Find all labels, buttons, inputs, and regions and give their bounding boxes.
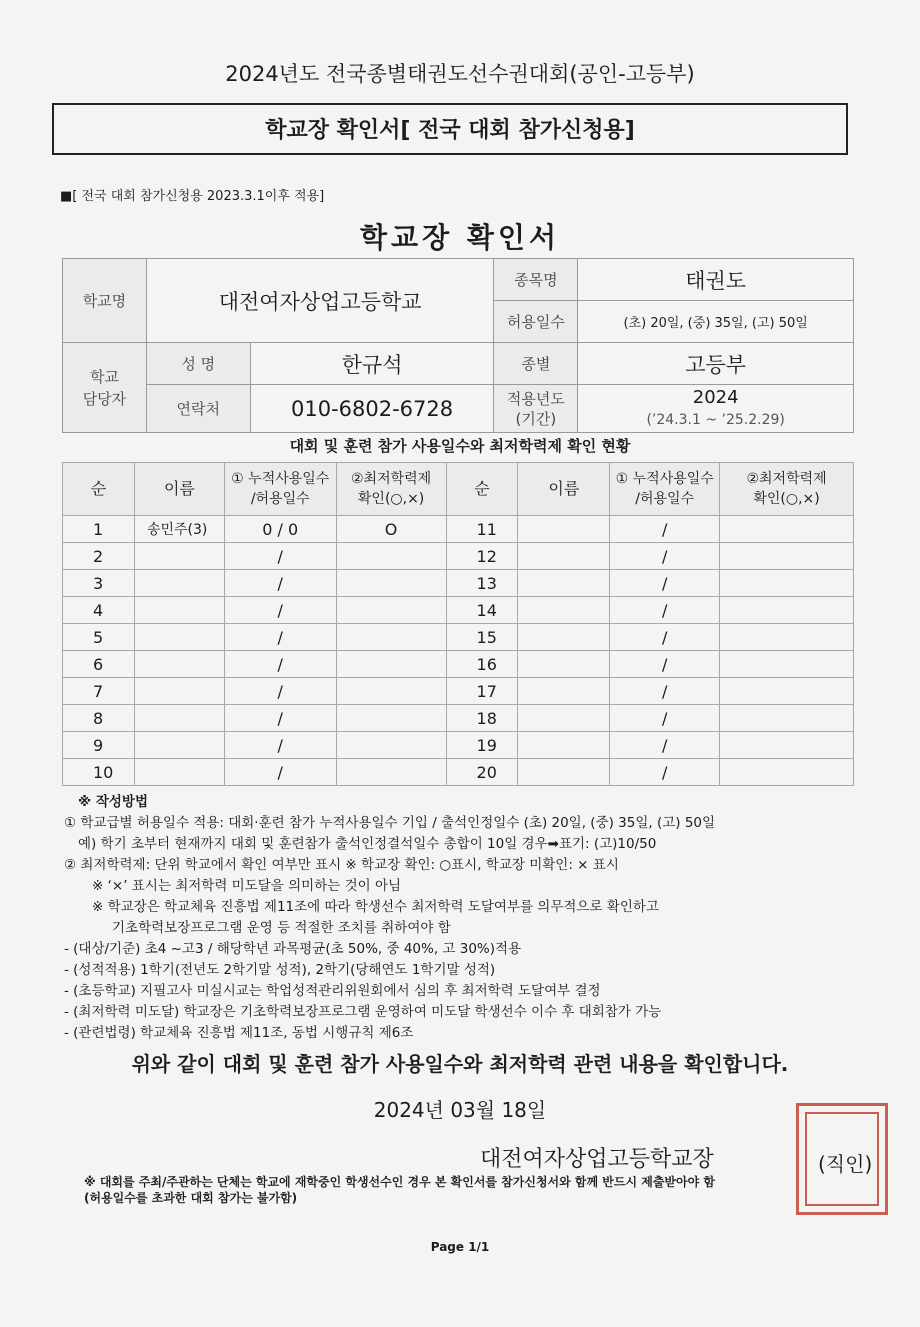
sport-value: 태권도: [578, 259, 854, 301]
table-row: [63, 651, 854, 678]
instruction-line: - (최저학력 미도달) 학교장은 기초학력보장프로그램 운영하여 미도달 학생선수 이수 후 대회참가 가능: [64, 1004, 662, 1020]
min-academic-check: [720, 516, 854, 543]
instruction-line: 기초학력보장프로그램 운영 등 적절한 조치를 취하여야 함: [112, 920, 451, 936]
allowed-days-label: 허용일수: [494, 301, 578, 343]
row-number: 9: [63, 732, 135, 759]
school-manager-label: 학교 담당자: [63, 343, 147, 433]
used-days: /: [610, 543, 720, 570]
student-name: [134, 705, 224, 732]
row-number: 4: [63, 597, 135, 624]
table-row: [63, 732, 854, 759]
min-academic-check: [720, 678, 854, 705]
student-name: [134, 597, 224, 624]
col-header-check: ②최저학력제 확인(○,×): [336, 463, 446, 516]
instruction-line: - (대상/기준) 초4 ~고3 / 해당학년 과목평균(초 50%, 중 40%, 고 30%)적용: [64, 941, 522, 957]
student-name: [518, 732, 610, 759]
min-academic-check: [720, 570, 854, 597]
min-academic-check: [720, 759, 854, 786]
apply-period-value: (’24.3.1 ~ ’25.2.29): [646, 411, 785, 428]
used-days: /: [224, 759, 336, 786]
used-days: /: [224, 597, 336, 624]
student-name: [518, 516, 610, 543]
instruction-line: - (성적적용) 1학기(전년도 2학기말 성적), 2학기(당해연도 1학기말 성적): [64, 962, 496, 978]
min-academic-check: [336, 597, 446, 624]
min-academic-check: [720, 543, 854, 570]
min-academic-check: O: [336, 516, 446, 543]
col-header-no: 순: [63, 463, 135, 516]
row-number: 13: [446, 570, 518, 597]
student-name: [518, 651, 610, 678]
table-row: [63, 570, 854, 597]
table-row: [63, 543, 854, 570]
row-number: 18: [446, 705, 518, 732]
instructions-heading: ※ 작성방법: [78, 794, 148, 810]
instruction-line: - (초등학교) 지필고사 미실시교는 학업성적관리위원회에서 심의 후 최저학력 도달여부 결정: [64, 983, 601, 999]
category-value: 고등부: [578, 343, 854, 385]
min-academic-check: [720, 732, 854, 759]
used-days: /: [224, 705, 336, 732]
footnote-line: ※ 대회를 주최/주관하는 단체는 학교에 재학중인 학생선수인 경우 본 확인서를 참가신청서와 함께 반드시 제출받아야 함: [84, 1175, 715, 1189]
principal-signature: 대전여자상업고등학교장: [480, 1147, 714, 1172]
used-days: 0 / 0: [224, 516, 336, 543]
student-name: [134, 543, 224, 570]
col-header-check: ②최저학력제 확인(○,×): [720, 463, 854, 516]
used-days: /: [610, 651, 720, 678]
col-header-no: 순: [446, 463, 518, 516]
used-days: /: [610, 624, 720, 651]
row-number: 15: [446, 624, 518, 651]
used-days: /: [224, 570, 336, 597]
table-row: [63, 759, 854, 786]
used-days: /: [610, 570, 720, 597]
used-days: /: [224, 624, 336, 651]
issue-date: 2024년 03월 18일: [373, 1098, 547, 1122]
school-name-label: 학교명: [63, 259, 147, 343]
student-name: [134, 651, 224, 678]
page-number: Page 1/1: [430, 1240, 490, 1254]
document-header-title: 2024년도 전국종별태권도선수권대회(공인-고등부): [225, 62, 695, 86]
min-academic-check: [336, 624, 446, 651]
min-academic-check: [336, 732, 446, 759]
form-title: 학교장 확인서: [359, 221, 561, 254]
footnote: [84, 1174, 884, 1206]
sport-label: 종목명: [494, 259, 578, 301]
student-name: [134, 759, 224, 786]
col-header-name: 이름: [134, 463, 224, 516]
row-number: 14: [446, 597, 518, 624]
col-header-name: 이름: [518, 463, 610, 516]
student-name: [518, 705, 610, 732]
row-number: 3: [63, 570, 135, 597]
table-row: [63, 705, 854, 732]
min-academic-check: [336, 651, 446, 678]
used-days: /: [224, 732, 336, 759]
student-name: [518, 759, 610, 786]
used-days: /: [610, 732, 720, 759]
manager-name-value: 한규석: [250, 343, 494, 385]
apply-year-value: 2024: [692, 386, 739, 408]
used-days: /: [610, 597, 720, 624]
table-row: [63, 678, 854, 705]
table-row: [63, 597, 854, 624]
used-days: /: [610, 705, 720, 732]
row-number: 6: [63, 651, 135, 678]
manager-name-label: 성 명: [146, 343, 250, 385]
min-academic-check: [336, 543, 446, 570]
row-number: 20: [446, 759, 518, 786]
row-number: 12: [446, 543, 518, 570]
col-header-days: ① 누적사용일수 /허용일수: [610, 463, 720, 516]
min-academic-check: [336, 678, 446, 705]
instruction-line: ※ ‘×’ 표시는 최저학력 미도달을 의미하는 것이 아님: [92, 878, 402, 894]
row-number: 16: [446, 651, 518, 678]
row-number: 5: [63, 624, 135, 651]
student-name: [518, 624, 610, 651]
student-name: [518, 678, 610, 705]
used-days: /: [610, 516, 720, 543]
used-days: /: [224, 678, 336, 705]
table-row: [63, 624, 854, 651]
confirmation-statement: 위와 같이 대회 및 훈련 참가 사용일수와 최저학력 관련 내용을 확인합니다.: [131, 1052, 789, 1076]
footnote-line: (허용일수를 초과한 대회 참가는 불가함): [84, 1191, 298, 1205]
min-academic-check: [336, 705, 446, 732]
used-days: /: [224, 651, 336, 678]
student-table: [62, 462, 854, 786]
school-name-value: 대전여자상업고등학교: [146, 259, 494, 343]
min-academic-check: [336, 570, 446, 597]
row-number: 11: [446, 516, 518, 543]
school-info-table: [62, 258, 854, 433]
category-label: 종별: [494, 343, 578, 385]
student-name: [134, 678, 224, 705]
seal-label: (직인): [818, 1152, 873, 1176]
student-name: [518, 597, 610, 624]
row-number: 17: [446, 678, 518, 705]
form-note: ■[ 전국 대회 참가신청용 2023.3.1이후 적용]: [60, 189, 325, 204]
instruction-line: ※ 학교장은 학교체육 진흥법 제11조에 따라 학생선수 최저학력 도달여부를 의무적으로 확인하고: [92, 899, 659, 915]
instruction-line: 예) 학기 초부터 현재까지 대회 및 훈련참가 출석인정결석일수 총합이 10일 경우➡표기: (고)10/50: [78, 836, 657, 852]
allowed-days-value: (초) 20일, (중) 35일, (고) 50일: [578, 301, 854, 343]
table-row: [63, 516, 854, 543]
min-academic-check: [720, 705, 854, 732]
apply-year-label: 적용년도 (기간): [494, 385, 578, 433]
instruction-line: - (관련법령) 학교체육 진흥법 제11조, 동법 시행규칙 제6조: [64, 1025, 414, 1041]
row-number: 7: [63, 678, 135, 705]
instructions: [64, 792, 864, 1044]
student-name: [134, 570, 224, 597]
used-days: /: [610, 759, 720, 786]
form-banner: 학교장 확인서[ 전국 대회 참가신청용]: [52, 103, 848, 155]
student-name: [134, 624, 224, 651]
min-academic-check: [336, 759, 446, 786]
row-number: 2: [63, 543, 135, 570]
used-days: /: [224, 543, 336, 570]
row-number: 1: [63, 516, 135, 543]
manager-contact-value: 010-6802-6728: [250, 385, 494, 433]
row-number: 10: [63, 759, 135, 786]
row-number: 19: [446, 732, 518, 759]
student-name: [134, 732, 224, 759]
row-number: 8: [63, 705, 135, 732]
used-days: /: [610, 678, 720, 705]
student-name: [518, 570, 610, 597]
instruction-line: ② 최저학력제: 단위 학교에서 확인 여부만 표시 ※ 학교장 확인: ○표시, 학교장 미확인: × 표시: [64, 857, 619, 873]
section-title: 대회 및 훈련 참가 사용일수와 최저학력제 확인 현황: [289, 437, 631, 455]
student-name: [518, 543, 610, 570]
min-academic-check: [720, 597, 854, 624]
col-header-days: ① 누적사용일수 /허용일수: [224, 463, 336, 516]
student-name: 송민주(3): [134, 516, 224, 543]
min-academic-check: [720, 624, 854, 651]
manager-contact-label: 연락처: [146, 385, 250, 433]
min-academic-check: [720, 651, 854, 678]
instruction-line: ① 학교급별 허용일수 적용: 대회·훈련 참가 누적사용일수 기입 / 출석인정일수 (초) 20일, (중) 35일, (고) 50일: [64, 815, 716, 831]
